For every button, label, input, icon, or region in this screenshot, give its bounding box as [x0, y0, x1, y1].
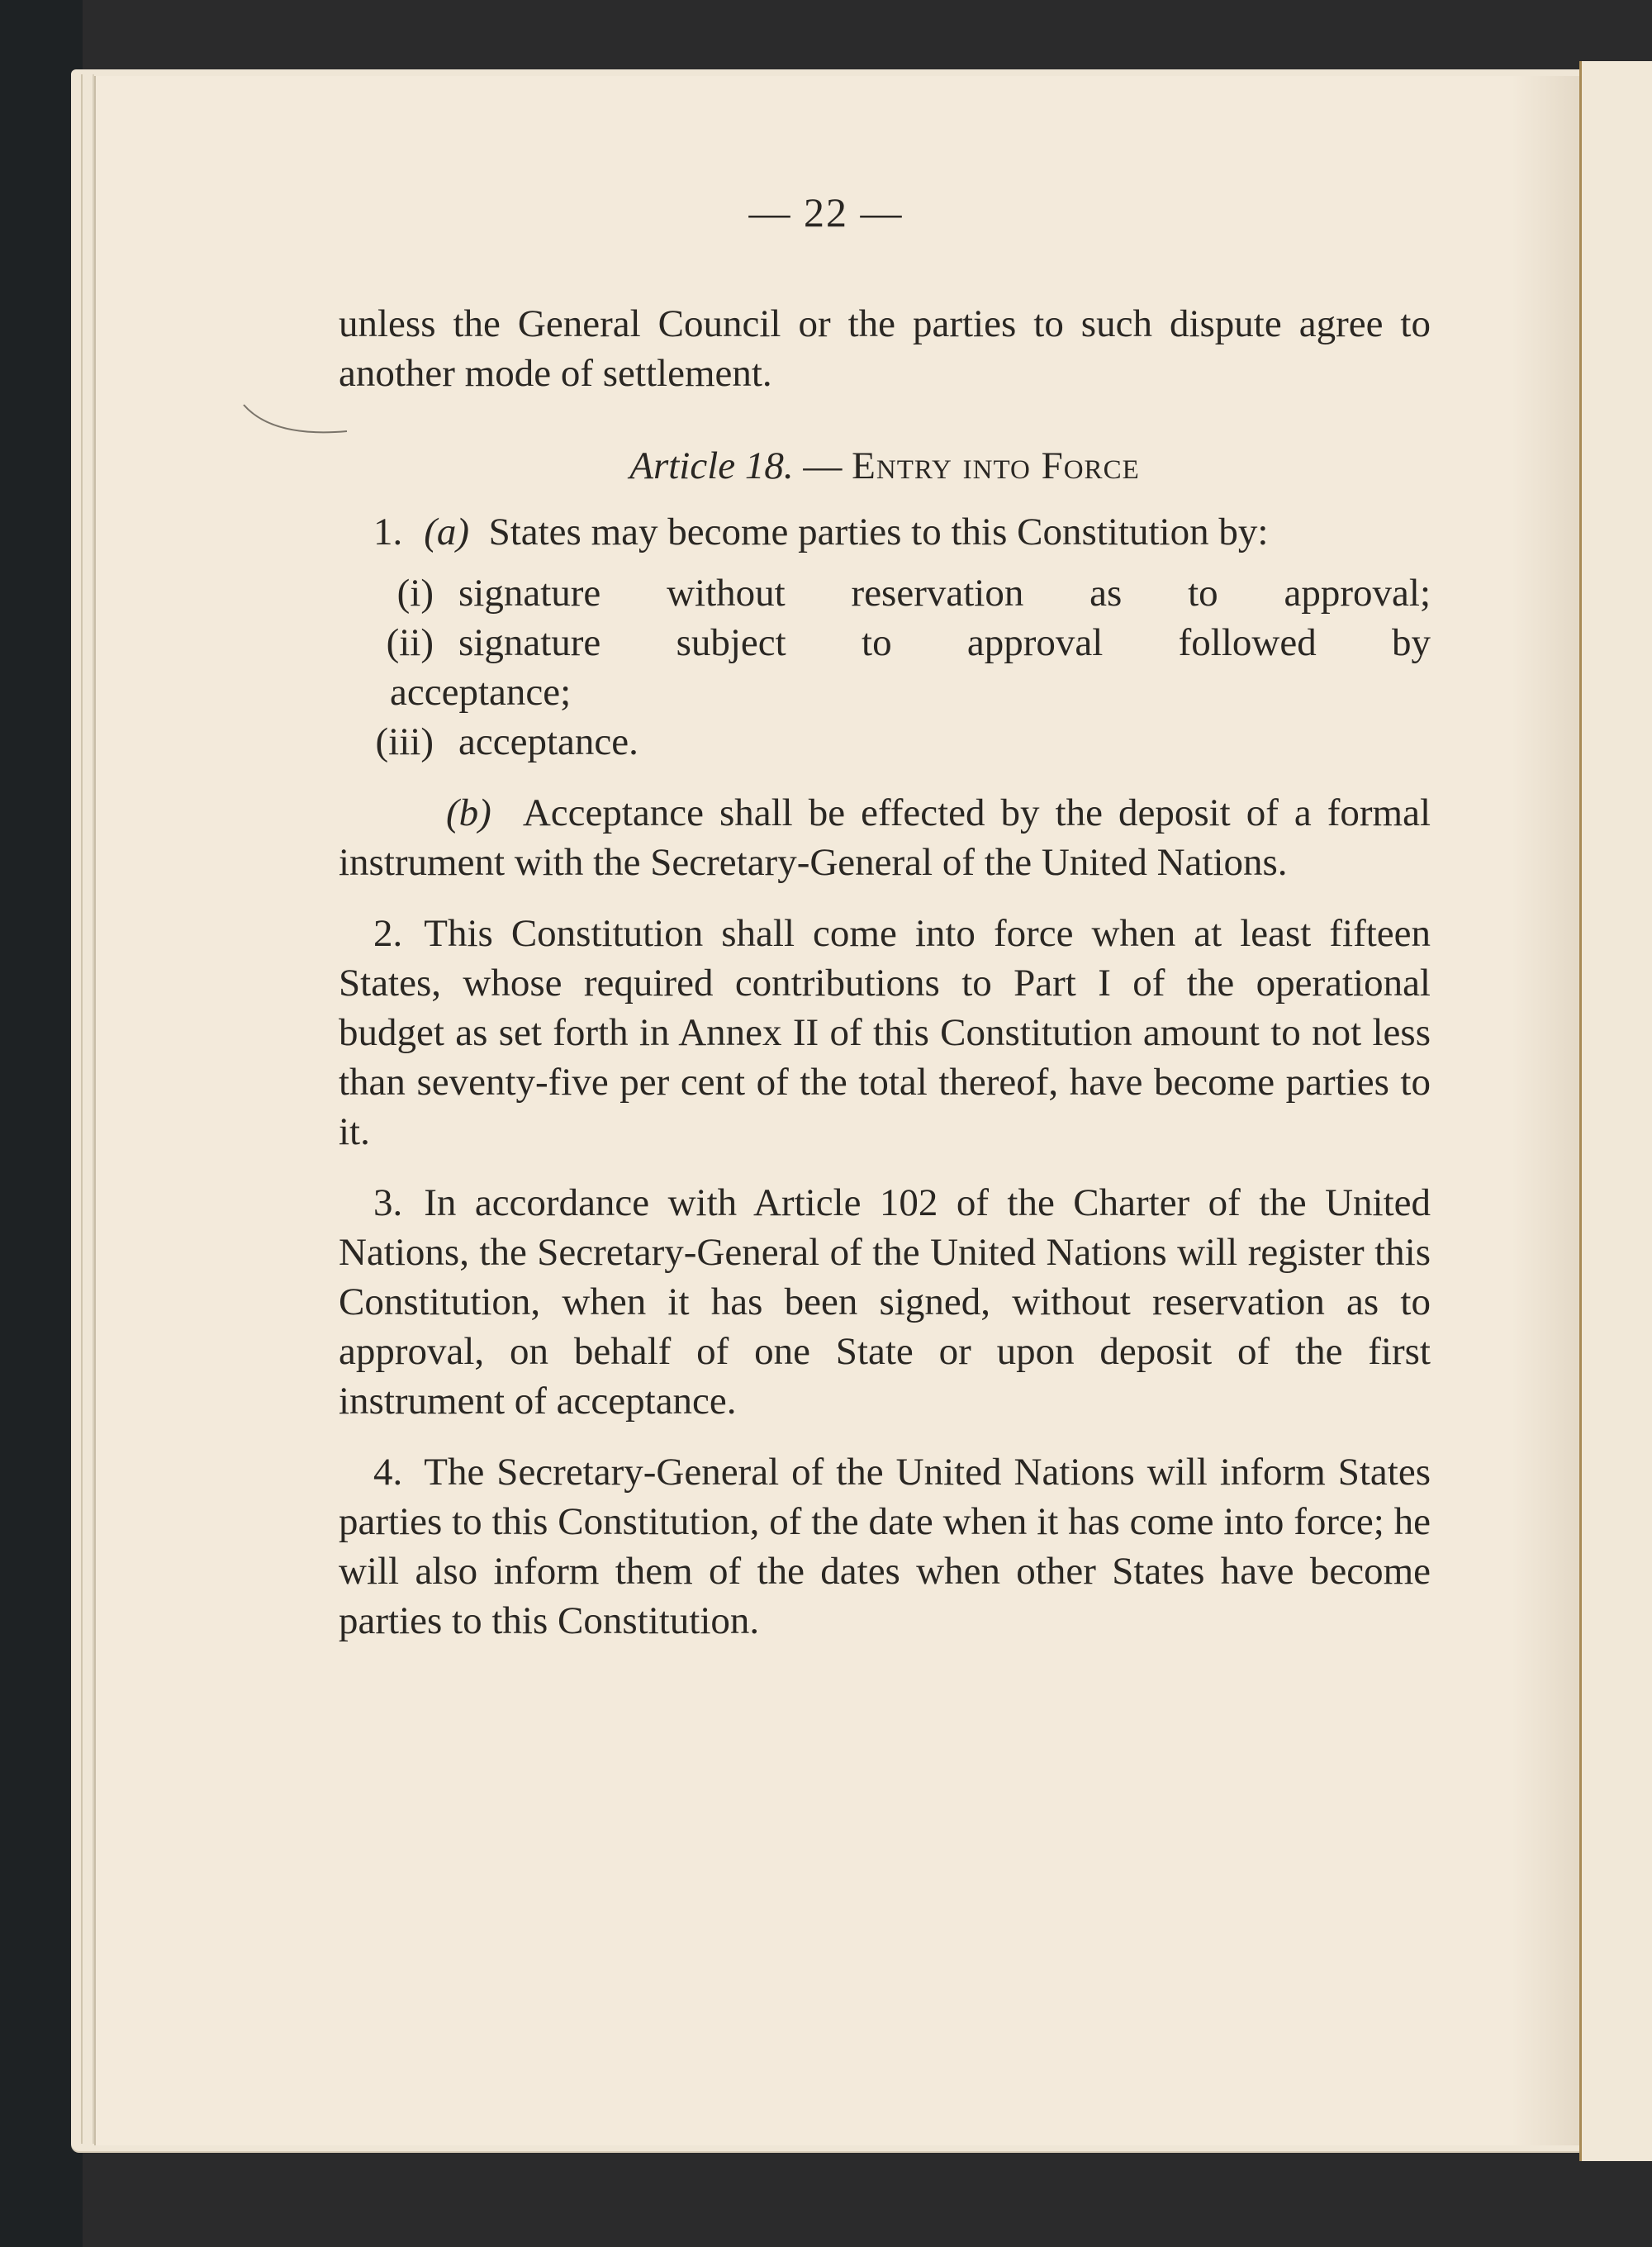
list-item — [339, 568, 1431, 618]
item-text: signature without reservation as to approval; — [458, 572, 1431, 615]
scanner-background-left — [0, 0, 83, 2247]
article-heading — [339, 441, 1431, 491]
item-label: (i) — [396, 572, 434, 615]
item-label: (iii) — [375, 720, 434, 763]
item-continuation: acceptance; — [390, 671, 572, 714]
sub-letter: (b) — [446, 791, 491, 834]
item-text: signature subject to approval followed by — [458, 621, 1431, 664]
paragraph-number: 4. — [373, 1451, 403, 1494]
paragraph-text: This Constitution shall come into force when at least fifteen States, whose required contributions to Part I of the operational budget as set forth in Annex II of this Constitution amount to not less than seventy-five per cent of the total thereof, have become parties to it. — [339, 912, 1431, 1153]
article-title: Entry into Force — [852, 444, 1140, 487]
sub-letter: (a) — [424, 511, 470, 553]
heading-dash: — — [793, 444, 852, 487]
page-stack-edges — [81, 74, 94, 2144]
document-body — [339, 299, 1431, 1646]
pencil-mark-icon — [240, 388, 355, 446]
item-text: acceptance. — [458, 720, 638, 763]
paragraph-text: The Secretary-General of the United Nations will inform States parties to this Constitution, of the date when it has come into force; he will also inform them of the dates when other States have become parties to this Constitution. — [339, 1451, 1431, 1642]
list-item — [339, 618, 1431, 667]
page-number: — 22 — — [748, 189, 904, 235]
paragraph-1a — [339, 507, 1431, 557]
paragraph-number: 2. — [373, 912, 403, 955]
paragraph-number: 3. — [373, 1181, 403, 1224]
paragraph-2 — [339, 909, 1431, 1157]
list-item — [339, 717, 1431, 767]
paragraph-number: 1. — [373, 511, 403, 553]
paragraph-3 — [339, 1178, 1431, 1426]
paragraph-text: States may become parties to this Constitution by: — [488, 511, 1269, 553]
sub-items-list — [339, 568, 1431, 767]
paragraph-1b — [339, 788, 1431, 887]
article-number: Article 18. — [629, 444, 794, 487]
paragraph-4 — [339, 1447, 1431, 1646]
paragraph-text: Acceptance shall be effected by the deposit of a formal instrument with the Secretary-General of the United Nations. — [339, 791, 1431, 884]
paragraph-text: In accordance with Article 102 of the Charter of the United Nations, the Secretary-General of the United Nations will register this Constitution, when it has been signed, without reservation as to approval, on behalf of one State or upon deposit of the first instrument of acceptance. — [339, 1181, 1431, 1423]
continuation-paragraph: unless the General Council or the parties to such dispute agree to another mode of settlement. — [339, 302, 1431, 395]
gutter-shadow — [1512, 76, 1579, 2145]
item-label: (ii) — [386, 621, 434, 664]
facing-page-edge — [1579, 61, 1652, 2161]
